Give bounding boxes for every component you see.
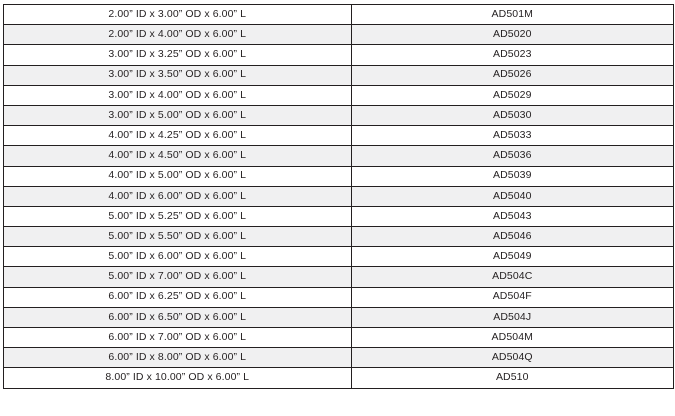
table-row bbox=[4, 126, 674, 146]
cell-part-number: AD5033 bbox=[351, 126, 673, 146]
cell-size: 3.00” ID x 3.25” OD x 6.00” L bbox=[4, 45, 352, 65]
table-row bbox=[4, 206, 674, 226]
cell-part-number: AD5036 bbox=[351, 146, 673, 166]
table-row bbox=[4, 307, 674, 327]
table-row bbox=[4, 166, 674, 186]
cell-size: 4.00” ID x 5.00” OD x 6.00” L bbox=[4, 166, 352, 186]
cell-size: 5.00” ID x 7.00” OD x 6.00” L bbox=[4, 267, 352, 287]
cell-part-number: AD504Q bbox=[351, 348, 673, 368]
cell-size: 6.00” ID x 7.00” OD x 6.00” L bbox=[4, 328, 352, 348]
cell-part-number: AD5026 bbox=[351, 65, 673, 85]
cell-size: 6.00” ID x 6.50” OD x 6.00” L bbox=[4, 307, 352, 327]
cell-size: 4.00” ID x 6.00” OD x 6.00” L bbox=[4, 186, 352, 206]
cell-size: 4.00” ID x 4.50” OD x 6.00” L bbox=[4, 146, 352, 166]
table-row bbox=[4, 348, 674, 368]
table-row bbox=[4, 146, 674, 166]
table-row bbox=[4, 287, 674, 307]
table-row bbox=[4, 5, 674, 25]
cell-size: 2.00” ID x 4.00” OD x 6.00” L bbox=[4, 25, 352, 45]
table-row bbox=[4, 65, 674, 85]
cell-size: 5.00” ID x 5.50” OD x 6.00” L bbox=[4, 227, 352, 247]
cell-part-number: AD504J bbox=[351, 307, 673, 327]
cell-part-number: AD504M bbox=[351, 328, 673, 348]
cell-part-number: AD5030 bbox=[351, 105, 673, 125]
table-row bbox=[4, 85, 674, 105]
table-row bbox=[4, 45, 674, 65]
cell-part-number: AD5046 bbox=[351, 227, 673, 247]
product-spec-table bbox=[3, 4, 674, 389]
cell-size: 5.00” ID x 5.25” OD x 6.00” L bbox=[4, 206, 352, 226]
cell-size: 2.00” ID x 3.00” OD x 6.00” L bbox=[4, 5, 352, 25]
cell-size: 3.00” ID x 5.00” OD x 6.00” L bbox=[4, 105, 352, 125]
table-row bbox=[4, 247, 674, 267]
table-row bbox=[4, 267, 674, 287]
cell-size: 6.00” ID x 8.00” OD x 6.00” L bbox=[4, 348, 352, 368]
table-row bbox=[4, 25, 674, 45]
table-row bbox=[4, 368, 674, 388]
cell-size: 8.00” ID x 10.00” OD x 6.00” L bbox=[4, 368, 352, 388]
table-row bbox=[4, 186, 674, 206]
cell-size: 3.00” ID x 3.50” OD x 6.00” L bbox=[4, 65, 352, 85]
cell-size: 5.00” ID x 6.00” OD x 6.00” L bbox=[4, 247, 352, 267]
table-body bbox=[4, 5, 674, 389]
cell-part-number: AD504F bbox=[351, 287, 673, 307]
cell-part-number: AD5039 bbox=[351, 166, 673, 186]
cell-part-number: AD5029 bbox=[351, 85, 673, 105]
cell-part-number: AD501M bbox=[351, 5, 673, 25]
cell-size: 6.00” ID x 6.25” OD x 6.00” L bbox=[4, 287, 352, 307]
cell-part-number: AD504C bbox=[351, 267, 673, 287]
cell-size: 4.00” ID x 4.25” OD x 6.00” L bbox=[4, 126, 352, 146]
cell-size: 3.00” ID x 4.00” OD x 6.00” L bbox=[4, 85, 352, 105]
table-row bbox=[4, 105, 674, 125]
cell-part-number: AD5040 bbox=[351, 186, 673, 206]
cell-part-number: AD510 bbox=[351, 368, 673, 388]
cell-part-number: AD5020 bbox=[351, 25, 673, 45]
cell-part-number: AD5043 bbox=[351, 206, 673, 226]
table-row bbox=[4, 328, 674, 348]
cell-part-number: AD5049 bbox=[351, 247, 673, 267]
cell-part-number: AD5023 bbox=[351, 45, 673, 65]
table-row bbox=[4, 227, 674, 247]
